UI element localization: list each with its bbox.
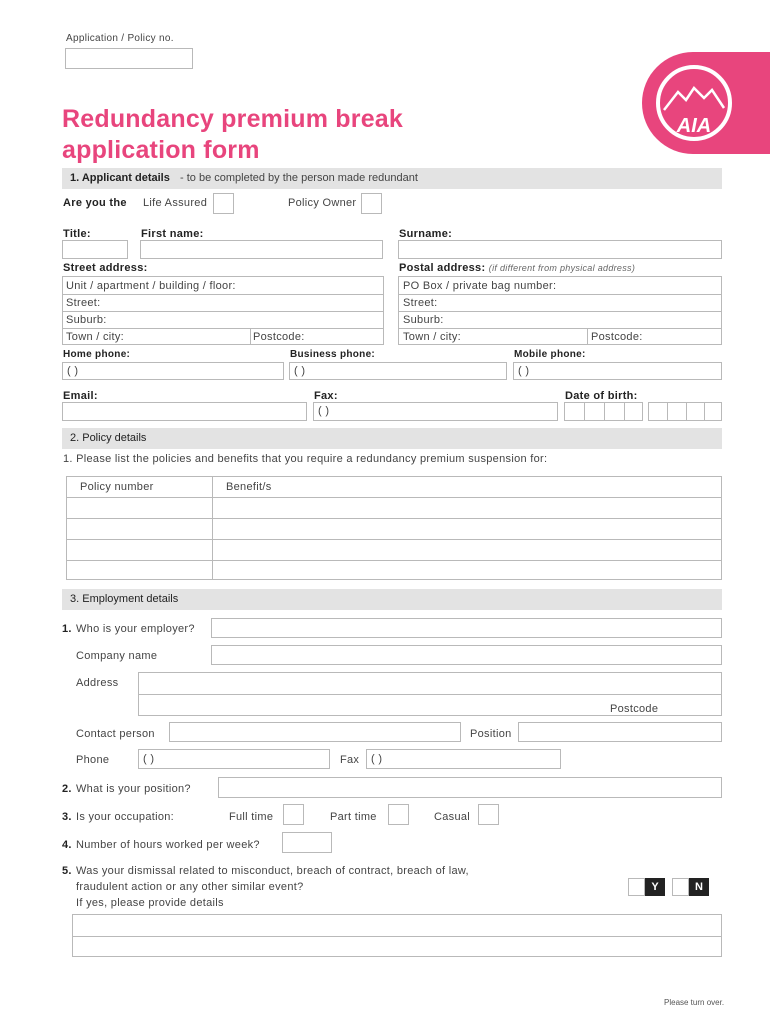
- dismissal-question-line-1: Was your dismissal related to misconduct, breach of contract, breach of law,: [76, 865, 469, 877]
- col-benefits: Benefit/s: [226, 481, 272, 493]
- mobile-phone-label: Mobile phone:: [514, 349, 586, 360]
- please-turn-over: Please turn over.: [664, 998, 725, 1007]
- postcode-field[interactable]: Postcode:: [253, 331, 305, 343]
- email-label: Email:: [63, 390, 98, 402]
- q3-number: 3.: [62, 811, 72, 823]
- company-name-input[interactable]: [211, 645, 722, 665]
- date-of-birth-label: Date of birth:: [565, 390, 638, 402]
- street-address-label: Street address:: [63, 262, 148, 274]
- policy-question-1: 1. Please list the policies and benefits that you require a redundancy premium suspension for:: [63, 453, 548, 465]
- casual-label: Casual: [434, 811, 471, 823]
- street-field[interactable]: Street:: [66, 297, 101, 309]
- phone-label: Phone: [76, 754, 110, 766]
- part-time-checkbox[interactable]: [388, 804, 409, 825]
- home-phone-label: Home phone:: [63, 349, 131, 360]
- title-label: Title:: [63, 228, 91, 240]
- no-label: N: [689, 878, 709, 896]
- part-time-label: Part time: [330, 811, 377, 823]
- life-assured-label: Life Assured: [143, 197, 208, 209]
- surname-label: Surname:: [399, 228, 453, 240]
- employer-question: Who is your employer?: [76, 623, 195, 635]
- q2-number: 2.: [62, 783, 72, 795]
- dismissal-question-line-2: fraudulent action or any other similar event?: [76, 881, 304, 893]
- hours-input[interactable]: [282, 832, 332, 853]
- life-assured-checkbox[interactable]: [213, 193, 234, 214]
- postal-address-label: [399, 262, 635, 274]
- policy-owner-checkbox[interactable]: [361, 193, 382, 214]
- dob-input-ddmm[interactable]: [564, 402, 643, 421]
- section-applicant-details: [62, 168, 722, 189]
- postal-postcode-field[interactable]: Postcode:: [591, 331, 643, 343]
- casual-checkbox[interactable]: [478, 804, 499, 825]
- section-policy-details: [62, 428, 722, 449]
- email-input[interactable]: [62, 402, 307, 421]
- employer-phone-input[interactable]: ( ): [138, 749, 330, 769]
- position-question: What is your position?: [76, 783, 191, 795]
- section-1-subheading: - to be completed by the person made redundant: [180, 172, 418, 184]
- position-label: Position: [470, 728, 512, 740]
- postal-town-city-field[interactable]: Town / city:: [403, 331, 462, 343]
- section-3-heading: 3. Employment details: [70, 593, 179, 605]
- fax-input[interactable]: ( ): [313, 402, 558, 421]
- section-2-heading: 2. Policy details: [70, 432, 147, 444]
- no-checkbox[interactable]: [672, 878, 689, 896]
- section-employment-details: [62, 589, 722, 610]
- business-phone-input[interactable]: ( ): [289, 362, 507, 380]
- q5-number: 5.: [62, 865, 72, 877]
- business-phone-label: Business phone:: [290, 349, 376, 360]
- contact-person-input[interactable]: [169, 722, 461, 742]
- application-policy-label: Application / Policy no.: [66, 33, 174, 44]
- address-label: Address: [76, 677, 119, 689]
- dismissal-question-line-3: If yes, please provide details: [76, 897, 224, 909]
- dismissal-details-input[interactable]: [72, 914, 722, 957]
- mobile-phone-input[interactable]: ( ): [513, 362, 722, 380]
- policy-table: [66, 476, 722, 580]
- dob-input-yyyy[interactable]: [648, 402, 722, 421]
- yes-checkbox[interactable]: [628, 878, 645, 896]
- occupation-question: Is your occupation:: [76, 811, 175, 823]
- title-line-1: Redundancy premium break: [62, 105, 404, 133]
- postal-address-note: (if different from physical address): [488, 263, 636, 273]
- your-position-input[interactable]: [218, 777, 722, 798]
- title-line-2: application form: [62, 136, 260, 164]
- full-time-label: Full time: [229, 811, 274, 823]
- employer-fax-input[interactable]: ( ): [366, 749, 561, 769]
- company-name-label: Company name: [76, 650, 158, 662]
- postal-suburb-field[interactable]: Suburb:: [403, 314, 444, 326]
- policy-owner-label: Policy Owner: [288, 197, 357, 209]
- position-input[interactable]: [518, 722, 722, 742]
- q1-number: 1.: [62, 623, 72, 635]
- suburb-field[interactable]: Suburb:: [66, 314, 107, 326]
- address-postcode-label: Postcode: [610, 703, 659, 715]
- fax-label: Fax:: [314, 390, 338, 402]
- aia-logo-icon: [642, 52, 770, 154]
- application-policy-input[interactable]: [65, 48, 193, 69]
- aia-logo-text: AIA: [676, 115, 712, 137]
- town-city-field[interactable]: Town / city:: [66, 331, 125, 343]
- first-name-label: First name:: [141, 228, 204, 240]
- contact-person-label: Contact person: [76, 728, 155, 740]
- home-phone-input[interactable]: ( ): [62, 362, 284, 380]
- page-title: [62, 104, 403, 166]
- q4-number: 4.: [62, 839, 72, 851]
- employer-fax-label: Fax: [340, 754, 360, 766]
- first-name-input[interactable]: [140, 240, 383, 259]
- are-you-the-label: Are you the: [63, 197, 127, 209]
- full-time-checkbox[interactable]: [283, 804, 304, 825]
- employer-input[interactable]: [211, 618, 722, 638]
- title-input[interactable]: [62, 240, 128, 259]
- unit-field[interactable]: Unit / apartment / building / floor:: [66, 280, 236, 292]
- surname-input[interactable]: [398, 240, 722, 259]
- section-1-heading: 1. Applicant details: [70, 172, 170, 184]
- postal-address-text: Postal address:: [399, 262, 486, 274]
- postal-street-field[interactable]: Street:: [403, 297, 438, 309]
- yes-label: Y: [645, 878, 665, 896]
- po-box-field[interactable]: PO Box / private bag number:: [403, 280, 557, 292]
- hours-question: Number of hours worked per week?: [76, 839, 260, 851]
- col-policy-number: Policy number: [80, 481, 154, 493]
- aia-logo: [642, 52, 770, 154]
